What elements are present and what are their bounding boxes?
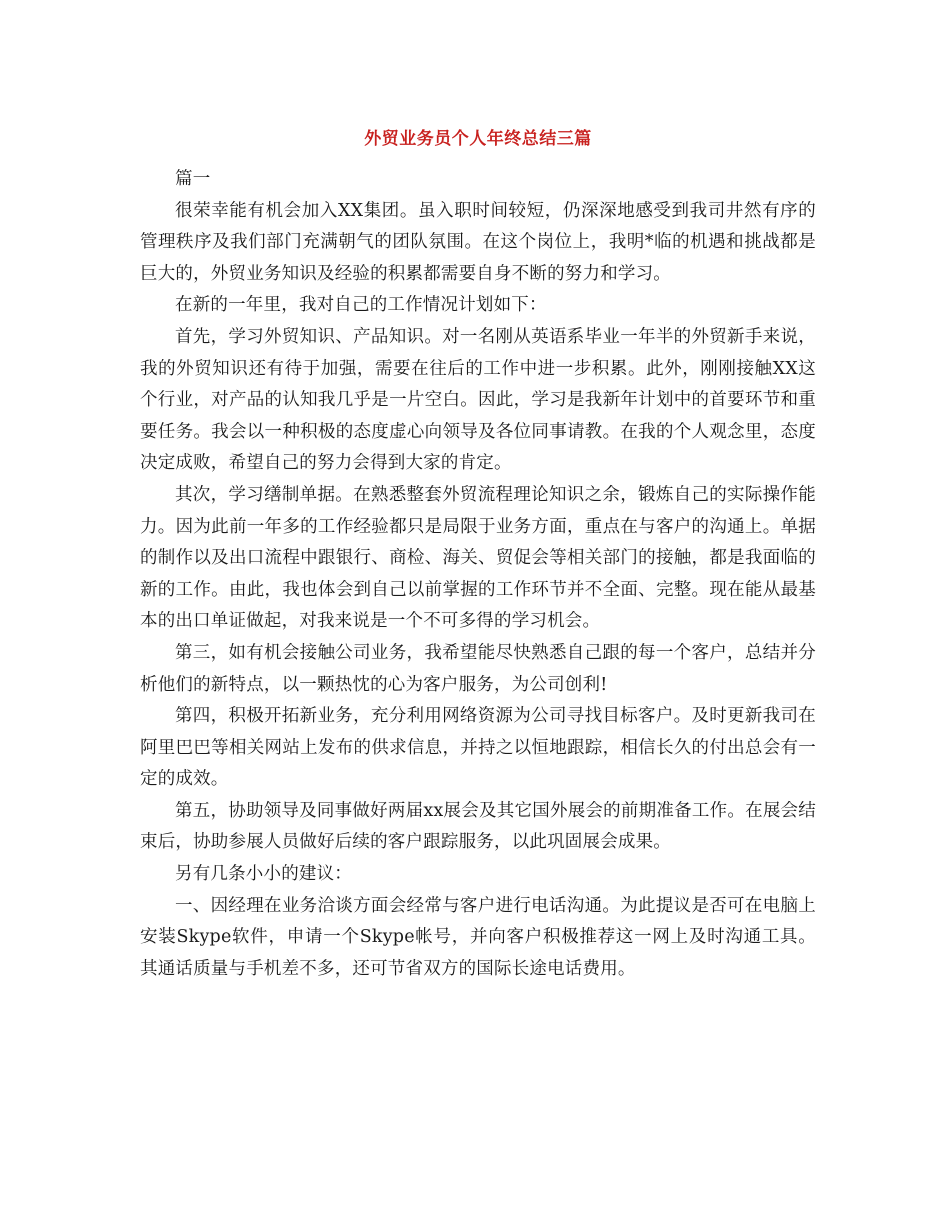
- paragraph-section-heading: 篇一: [175, 169, 211, 189]
- paragraph-first: 首先，学习外贸知识、产品知识。对一名刚从英语系毕业一年半的外贸新手来说，我的外贸知识还有待于加强，需要在往后的工作中进一步积累。此外，刚刚接触XX这个行业，对产品的认知我几乎是一片空白。因此，学习是我新年计划中的首要环节和重要任务。我会以一种积极的态度虚心向领导及各位同事请教。在我的个人观念里，态度决定成败，希望自己的努力会得到大家的肯定。: [140, 326, 816, 474]
- paragraph-fifth: 第五，协助领导及同事做好两届xx展会及其它国外展会的前期准备工作。在展会结束后，协助参展人员做好后续的客户跟踪服务，以此巩固展会成果。: [140, 800, 816, 853]
- paragraph-third: 第三，如有机会接触公司业务，我希望能尽快熟悉自己跟的每一个客户，总结并分析他们的新特点，以一颗热忱的心为客户服务，为公司创利!: [140, 642, 816, 695]
- paragraph-fourth: 第四，积极开拓新业务，充分利用网络资源为公司寻找目标客户。及时更新我司在阿里巴巴等相关网站上发布的供求信息，并持之以恒地跟踪，相信长久的付出总会有一定的成效。: [140, 706, 816, 790]
- document-title: 外贸业务员个人年终总结三篇: [364, 129, 592, 149]
- paragraph-suggestions-lead: 另有几条小小的建议：: [175, 864, 352, 885]
- paragraph-plan-lead: 在新的一年里，我对自己的工作情况计划如下：: [175, 295, 547, 316]
- document-page: [140, 0, 816, 1230]
- paragraph-second: 其次，学习缮制单据。在熟悉整套外贸流程理论知识之余，锻炼自己的实际操作能力。因为此前一年多的工作经验都只是局限于业务方面，重点在与客户的沟通上。单据的制作以及出口流程中跟银行、商检、海关、贸促会等相关部门的接触，都是我面临的新的工作。由此，我也体会到自己以前掌握的工作环节并不全面、完整。现在能从最基本的出口单证做起，对我来说是一个不可多得的学习机会。: [140, 484, 816, 632]
- document-body: [140, 164, 816, 985]
- paragraph-intro: 很荣幸能有机会加入XX集团。虽入职时间较短，仍深深地感受到我司井然有序的管理秩序及我们部门充满朝气的团队氛围。在这个岗位上，我明*临的机遇和挑战都是巨大的，外贸业务知识及经验的积累都需要自身不断的努力和学习。: [140, 200, 816, 284]
- paragraph-suggestion-one: 一、因经理在业务洽谈方面会经常与客户进行电话沟通。为此提议是否可在电脑上安装Skype软件，申请一个Skype帐号，并向客户积极推荐这一网上及时沟通工具。其通话质量与手机差不多，还可节省双方的国际长途电话费用。: [140, 895, 816, 979]
